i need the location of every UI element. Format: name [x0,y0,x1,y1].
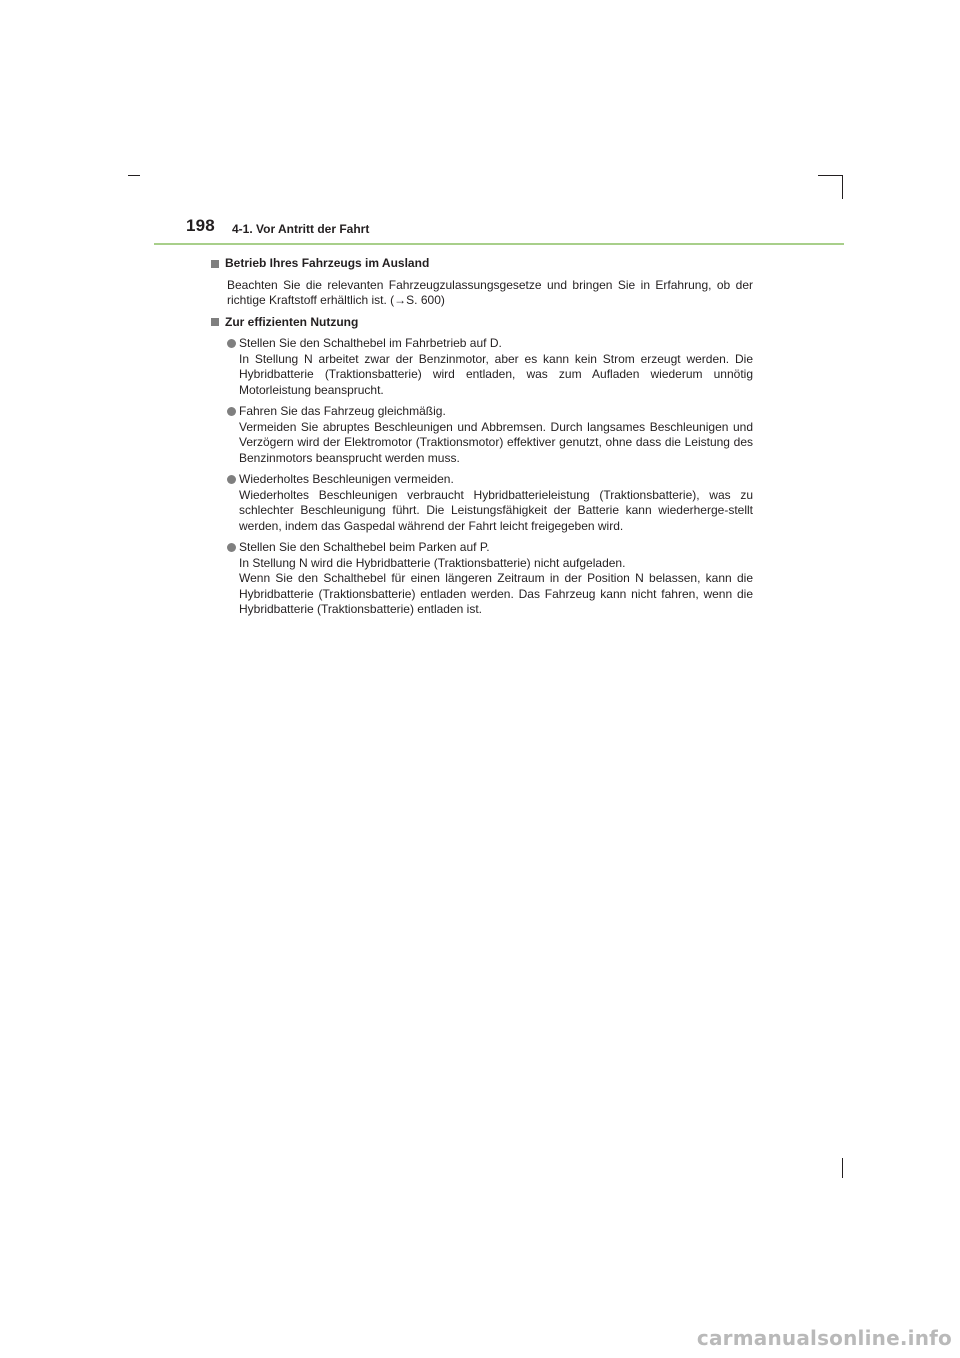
list-item-text: In Stellung N wird die Hybridbatterie (Traktionsbatterie) nicht aufgeladen. [239,555,626,570]
list-item-text: Vermeiden Sie abruptes Beschleunigen und Abbremsen. Durch langsames Beschleunigen und Verzögern wird der Elektromotor (Traktionsmotor) effektiver genutzt, ohne dass die Leistung des Benzinmotors beansprucht werden muss. [239,419,753,465]
circle-bullet-icon [227,543,236,552]
section-body: Beachten Sie die relevanten Fahrzeugzulassungsgesetze und bringen Sie in Erfahrung, ob der richtige Kraftstoff erhältlich ist. (→S. 600) [227,277,753,307]
header-rule [154,243,844,245]
list-item [211,472,753,534]
circle-bullet-icon [227,475,236,484]
square-bullet-icon [211,260,219,268]
list-item [211,336,753,398]
crop-mark-top-right-horizontal [818,175,842,176]
list-item-title: Wiederholtes Beschleunigen vermeiden. [239,472,454,486]
list-item-text-continued: Wenn Sie den Schalthebel für einen längeren Zeitraum in der Position N belassen, kann die Hybridbatterie (Traktionsbatterie) entladen werden. Das Fahrzeug kann nicht fahren, wenn die Hybridbatterie (Traktionsbatterie) entladen ist. [239,571,753,616]
page-content [211,256,753,624]
circle-bullet-icon [227,339,236,348]
circle-bullet-icon [227,407,236,416]
section-abroad [211,256,753,309]
list-item [211,540,753,618]
running-head: 4-1. Vor Antritt der Fahrt [232,222,370,236]
section-heading [211,315,753,331]
list-item-title: Fahren Sie das Fahrzeug gleichmäßig. [239,404,446,418]
square-bullet-icon [211,318,219,326]
list-item-title: Stellen Sie den Schalthebel beim Parken auf P. [239,540,490,554]
section-heading-text: Zur effizienten Nutzung [225,314,359,329]
list-item [211,404,753,466]
section-heading-text: Betrieb Ihres Fahrzeugs im Ausland [225,256,430,270]
watermark: carmanualsonline.info [696,1326,952,1350]
page-number: 198 [186,216,215,235]
list-item-title: Stellen Sie den Schalthebel im Fahrbetrieb auf D. [239,336,502,350]
list-item-text: Wiederholtes Beschleunigen verbraucht Hybridbatterieleistung (Traktionsbatterie), was zu schlechter Beschleunigung führt. Die Leistungsfähigkeit der Batterie kann wiederherge-stellt werden, indem das Gaspedal während der Fahrt leicht freigegeben wird. [239,487,753,533]
list-item-text: In Stellung N arbeitet zwar der Benzinmotor, aber es kann kein Strom erzeugt werden. Die Hybridbatterie (Traktionsbatterie) wird entladen, was zum Aufladen wiederum unnötig Motorleistung beansprucht. [239,351,753,397]
crop-mark-top-right-vertical [842,175,843,199]
crop-mark-top-left [128,175,140,176]
section-efficient-use [211,315,753,618]
crop-mark-bottom-right [842,1158,843,1178]
section-heading [211,256,753,272]
